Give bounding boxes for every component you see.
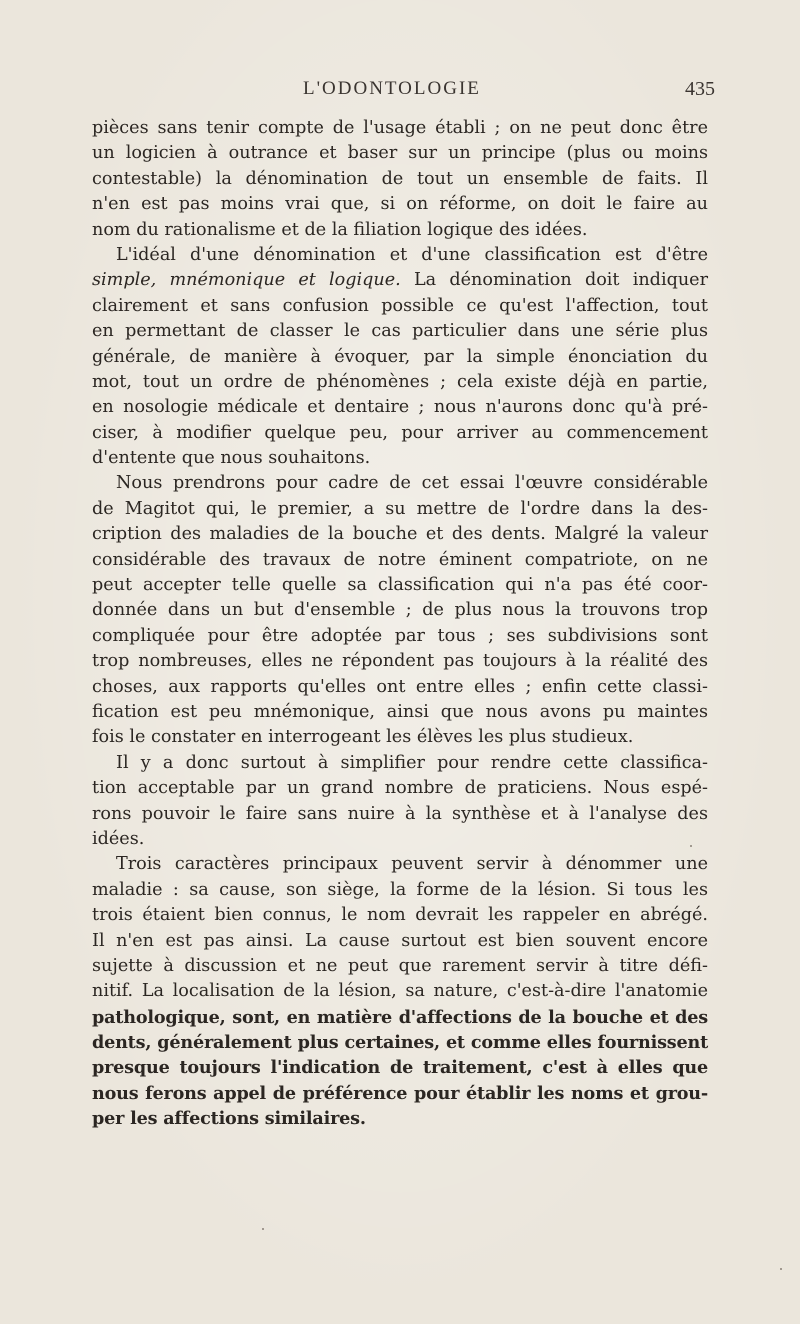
text-line: n'en est pas moins vrai que, si on réforme, on doit le faire au: [92, 194, 708, 215]
text-line: fois le constater en interrogeant les élèves les plus studieux.: [92, 727, 634, 748]
text-line: L'idéal d'une dénomination et d'une classification est d'être: [116, 244, 708, 265]
text-line: [92, 1106, 708, 1131]
text-line: trop nombreuses, elles ne répondent pas toujours à la réalité des: [92, 651, 708, 672]
text-line: [92, 1005, 708, 1030]
text-line: cription des maladies de la bouche et des dents. Malgré la valeur: [92, 524, 708, 545]
paper-speck: [690, 845, 692, 847]
text-line: en nosologie médicale et dentaire ; nous n'aurons donc qu'à pré-: [92, 397, 708, 418]
text-line: de Magitot qui, le premier, a su mettre de l'ordre dans la des-: [92, 498, 708, 519]
text-line: contestable) la dénomination de tout un ensemble de faits. Il: [92, 168, 708, 189]
bold-text-segment: dents, généralement plus certaines, et comme elles fournissent: [92, 1032, 708, 1054]
text-line: Il n'en est pas ainsi. La cause surtout est bien souvent encore: [92, 930, 708, 951]
paper-speck: [262, 1228, 264, 1230]
running-head: [90, 78, 715, 106]
bold-text-segment: pathologique, sont, en matière d'affections de la bouche et des: [92, 1006, 708, 1028]
text-line: nitif. La localisation de la lésion, sa nature, c'est-à-dire l'anatomie: [92, 981, 708, 1002]
text-line: [92, 1055, 708, 1080]
text-line: Il y a donc surtout à simplifier pour rendre cette classifica-: [116, 752, 708, 773]
text-line: clairement et sans confusion possible ce qu'est l'affection, tout: [92, 295, 708, 316]
text-line: tion acceptable par un grand nombre de praticiens. Nous espé-: [92, 778, 708, 799]
bold-text-segment: presque toujours l'indication de traitement, c'est à elles que: [92, 1057, 708, 1079]
text-line: Trois caractères principaux peuvent servir à dénommer une: [116, 854, 708, 875]
paper-speck: [780, 1268, 782, 1270]
text-line: idées.: [92, 828, 145, 849]
italic-phrase: simple, mnémonique et logique.: [92, 270, 401, 291]
bold-text-segment: per les affections similaires.: [92, 1108, 366, 1130]
text-line: un logicien à outrance et baser sur un principe (plus ou moins: [92, 143, 708, 164]
text-line: nom du rationalisme et de la filiation logique des idées.: [92, 219, 588, 240]
text-line: d'entente que nous souhaitons.: [92, 448, 371, 469]
page-number: 435: [685, 78, 715, 100]
text-line: en permettant de classer le cas particulier dans une série plus: [92, 321, 708, 342]
text-line: donnée dans un but d'ensemble ; de plus nous la trouvons trop: [92, 600, 708, 621]
text-line: fication est peu mnémonique, ainsi que nous avons pu maintes: [92, 701, 708, 722]
text-line: sujette à discussion et ne peut que rarement servir à titre défi-: [92, 955, 708, 976]
text-line: ciser, à modifier quelque peu, pour arriver au commencement: [92, 422, 708, 443]
body-text: [92, 116, 708, 1132]
running-head-title: L'ODONTOLOGIE: [303, 78, 481, 99]
text-line: Nous prendrons pour cadre de cet essai l'œuvre considérable: [116, 473, 708, 494]
text-line: trois étaient bien connus, le nom devrait les rappeler en abrégé.: [92, 905, 708, 926]
text-line: choses, aux rapports qu'elles ont entre elles ; enfin cette classi-: [92, 676, 708, 697]
text-line: [92, 1030, 708, 1055]
text-line: peut accepter telle quelle sa classification qui n'a pas été coor-: [92, 575, 708, 596]
text-line: pièces sans tenir compte de l'usage établi ; on ne peut donc être: [92, 118, 708, 138]
text-line: [92, 268, 708, 293]
text-segment: La dénomination doit indiquer: [400, 270, 708, 291]
text-line: générale, de manière à évoquer, par la simple énonciation du: [92, 346, 708, 367]
text-line: considérable des travaux de notre éminent compatriote, on ne: [92, 549, 708, 570]
text-line: rons pouvoir le faire sans nuire à la synthèse et à l'analyse des: [92, 803, 708, 824]
text-line: compliquée pour être adoptée par tous ; ses subdivisions sont: [92, 625, 708, 646]
text-line: [92, 1081, 708, 1106]
bold-text-segment: nous ferons appel de préférence pour établir les noms et grou-: [92, 1082, 708, 1104]
text-line: mot, tout un ordre de phénomènes ; cela existe déjà en partie,: [92, 371, 708, 392]
text-line: maladie : sa cause, son siège, la forme de la lésion. Si tous les: [92, 879, 708, 900]
